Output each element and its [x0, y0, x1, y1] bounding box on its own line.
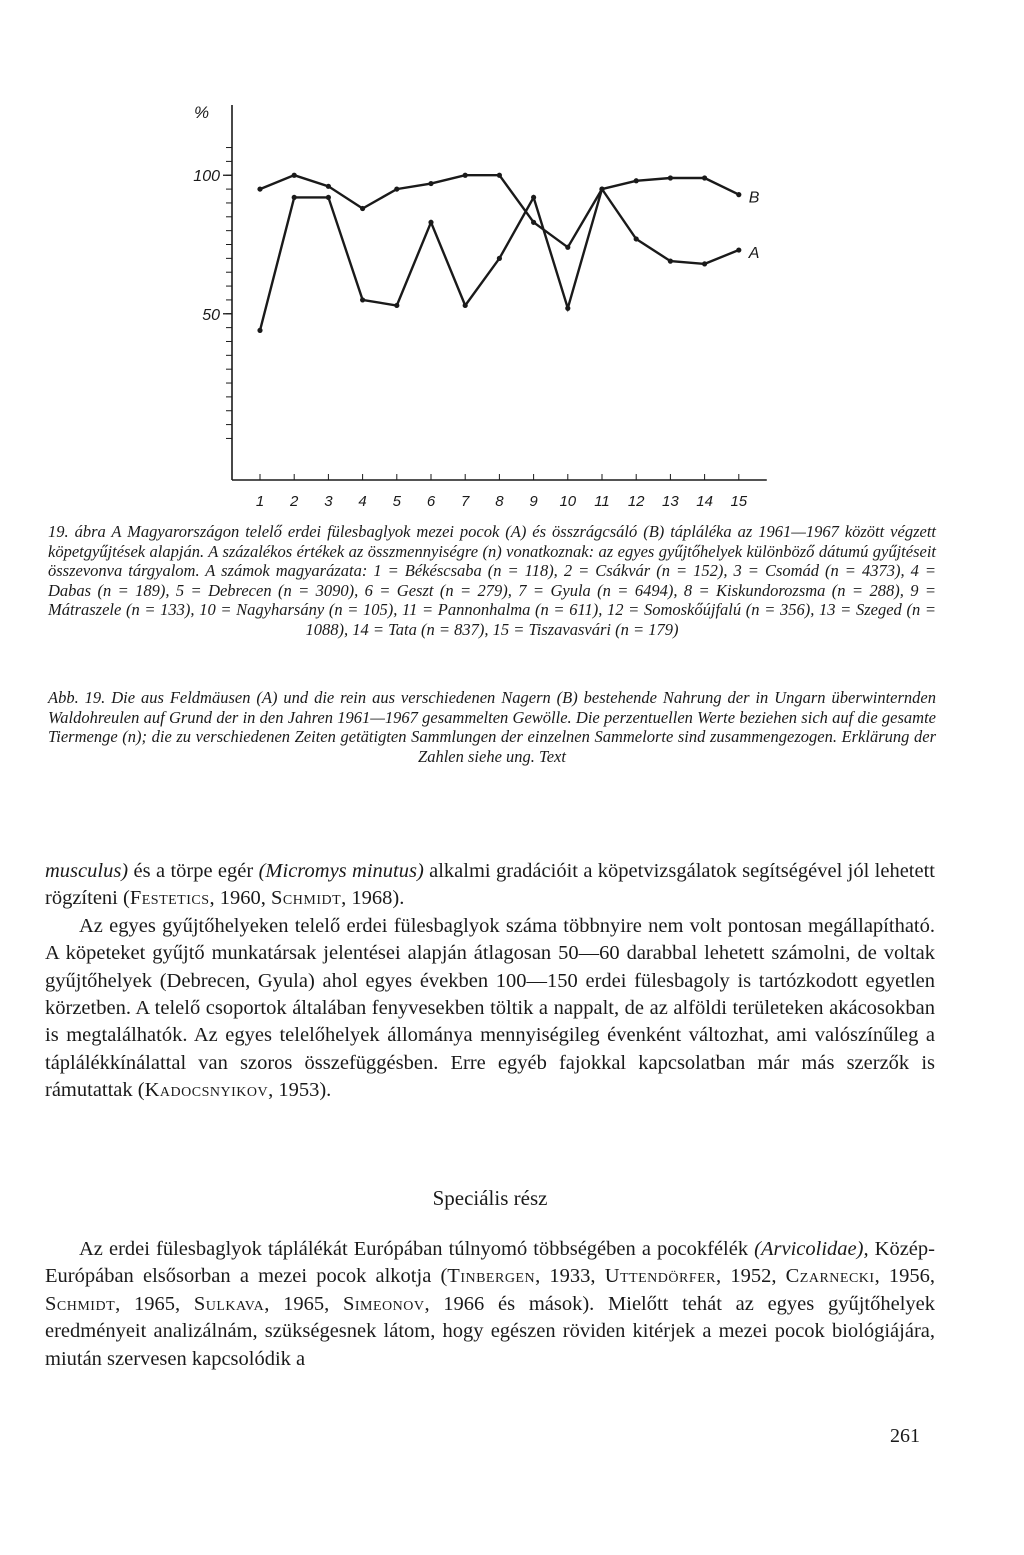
- data-point-A: [292, 195, 297, 200]
- author-name: Tinbergen: [447, 1265, 536, 1288]
- chart-axes: [232, 105, 767, 480]
- body-paragraph-block-1: [45, 858, 935, 1105]
- page-number: 261: [890, 1425, 920, 1447]
- data-point-B: [463, 173, 468, 178]
- x-tick-label: 4: [358, 493, 367, 510]
- data-point-A: [257, 328, 262, 333]
- x-tick-label: 7: [461, 493, 470, 510]
- figure-caption-text-hu: A Magyarországon telelő erdei fülesbaglyok mezei pocok (A) és összrágcsáló (B) tápláléka az 1961—1967 között végzett köpetgyűjtések alapján. A százalékos értékek az összmennyiségre (n) vonatkoznak: az egyes gyűjtőhelyek különböző dátumú gyűjtéseit összevonva tárgyalom. A számok magyarázata: 1 = Békéscsaba (n = 118), 2 = Csákvár (n = 152), 3 = Csomád (n = 4373), 4 = Dabas (n = 189), 5 = Debrecen (n = 3090), 6 = Geszt (n = 279), 7 = Gyula (n = 6494), 8 = Kiskundorozsma (n = 288), 9 = Mátraszele (n = 133), 10 = Nagyharsány (n = 105), 11 = Pannonhalma (n = 611), 12 = Somoskőújfalú (n = 356), 13 = Szeged (n = 1088), 14 = Tata (n = 837), 15 = Tiszavasvári (n = 179): [48, 522, 936, 639]
- figure-caption-text-de: Die aus Feldmäusen (A) und die rein aus verschiedenen Nagern (B) bestehende Nahrung der in Ungarn überwinternden Waldohreulen auf Grund der in den Jahren 1961—1967 gesammelten Gewölle. Die perzentuellen Werte beziehen sich auf die gesamte Tiermenge (n); die zu verschiedenen Zeiten getätigten Sammlungen der einzelnen Sammelorte sind zusammengezogen. Erklärung der Zahlen siehe ung. Text: [48, 688, 936, 766]
- data-point-B: [702, 175, 707, 180]
- x-tick-label: 15: [730, 493, 748, 510]
- data-point-B: [394, 186, 399, 191]
- x-tick-label: 11: [594, 493, 610, 510]
- data-point-B: [292, 173, 297, 178]
- x-tick-label: 10: [559, 493, 577, 510]
- y-tick-label: 100: [193, 168, 220, 186]
- y-axis-unit-label: %: [194, 103, 210, 122]
- x-tick-label: 9: [529, 493, 538, 510]
- data-point-A: [394, 303, 399, 308]
- series-label-A: A: [748, 245, 760, 263]
- body-paragraph: Az egyes gyűjtőhelyeken telelő erdei fülesbaglyok száma többnyire nem volt pontosan megállapítható. A köpeteket gyűjtő munkatársak jelentései alapján átlagosan 50—60 darabbal lehetett számolni, de voltak gyűjtőhelyek (Debrecen, Gyula) ahol egyes években 100—150 erdei fülesbagoly is tartózkodott egyetlen körzetben. A telelő csoportok általában fenyvesekben töltik a nappalt, de az alföldi területeken akácosokban is megtalálhatók. Az egyes telelőhelyek állománya mennyiségileg évenként változhat, ami valószínűleg a táplálékkínálattal van szoros összefüggésben. Erre egyéb fajokkal kapcsolatban már más szerzők is rámutattak (Kadocsnyikov, 1953).: [45, 914, 935, 1102]
- series-label-B: B: [748, 189, 760, 207]
- x-tick-label: 6: [426, 493, 436, 510]
- author-name: Czarnecki: [785, 1265, 875, 1288]
- author-name: Sulkava: [193, 1292, 265, 1315]
- data-point-B: [736, 192, 741, 197]
- data-point-B: [326, 184, 331, 189]
- data-point-A: [463, 303, 468, 308]
- data-point-B: [360, 206, 365, 211]
- section-heading: Speciális rész: [432, 1186, 548, 1210]
- author-name: Kadocsnyikov: [144, 1079, 269, 1102]
- data-point-A: [736, 247, 741, 252]
- x-tick-label: 12: [627, 493, 645, 510]
- data-point-B: [428, 181, 433, 186]
- line-chart: [150, 90, 800, 520]
- x-tick-label: 8: [495, 493, 504, 510]
- data-point-A: [360, 297, 365, 302]
- data-point-B: [565, 245, 570, 250]
- figure-caption-german: [48, 688, 936, 766]
- data-point-B: [668, 175, 673, 180]
- series-layer: [257, 173, 759, 333]
- figure-caption-hungarian: [48, 522, 936, 640]
- y-tick-label: 50: [202, 306, 220, 324]
- author-name: Festetics: [129, 887, 210, 910]
- author-name: Uttendörfer: [604, 1265, 717, 1288]
- data-point-A: [702, 261, 707, 266]
- figure-label-de: Abb. 19.: [48, 688, 106, 707]
- body-paragraph-block-2: [45, 1236, 935, 1373]
- figure-label-hu: 19. ábra: [48, 522, 106, 541]
- data-point-B: [531, 220, 536, 225]
- author-name: Schmidt: [271, 887, 342, 910]
- data-point-B: [497, 173, 502, 178]
- data-point-A: [531, 195, 536, 200]
- data-point-A: [326, 195, 331, 200]
- author-name: Schmidt: [45, 1292, 116, 1315]
- data-point-A: [565, 306, 570, 311]
- data-point-A: [668, 259, 673, 264]
- data-point-A: [599, 186, 604, 191]
- data-point-B: [257, 186, 262, 191]
- data-point-B: [634, 178, 639, 183]
- author-name: Simeonov: [342, 1292, 425, 1315]
- data-point-A: [497, 256, 502, 261]
- x-tick-label: 14: [696, 493, 713, 510]
- data-point-A: [634, 236, 639, 241]
- x-tick-label: 13: [662, 493, 679, 510]
- body-paragraph: musculus) és a törpe egér (Micromys minutus) alkalmi gradációit a köpetvizsgálatok segítségével jól lehetett rögzíteni (Festetics, 1960, Schmidt, 1968).: [45, 860, 935, 910]
- y-ticks: [193, 148, 232, 439]
- body-paragraph: Az erdei fülesbaglyok táplálékát Európában túlnyomó többségében a pocokfélék (Arvicolidae), Közép-Európában elsősorban a mezei pocok alkotja (Tinbergen, 1933, Uttendörfer, 1952, Czarnecki, 1956, Schmidt, 1965, Sulkava, 1965, Simeonov, 1966 és mások). Mielőtt tehát az egyes gyűjtőhelyek eredményeit analizálnám, szükségesnek látom, hogy egészen röviden kitérjek a mezei pocok biológiájára, miután szervesen kapcsolódik a: [45, 1238, 936, 1370]
- x-tick-label: 2: [290, 493, 299, 510]
- x-tick-label: 3: [324, 493, 333, 510]
- data-point-A: [428, 220, 433, 225]
- x-tick-label: 1: [255, 493, 265, 510]
- x-tick-label: 5: [392, 493, 401, 510]
